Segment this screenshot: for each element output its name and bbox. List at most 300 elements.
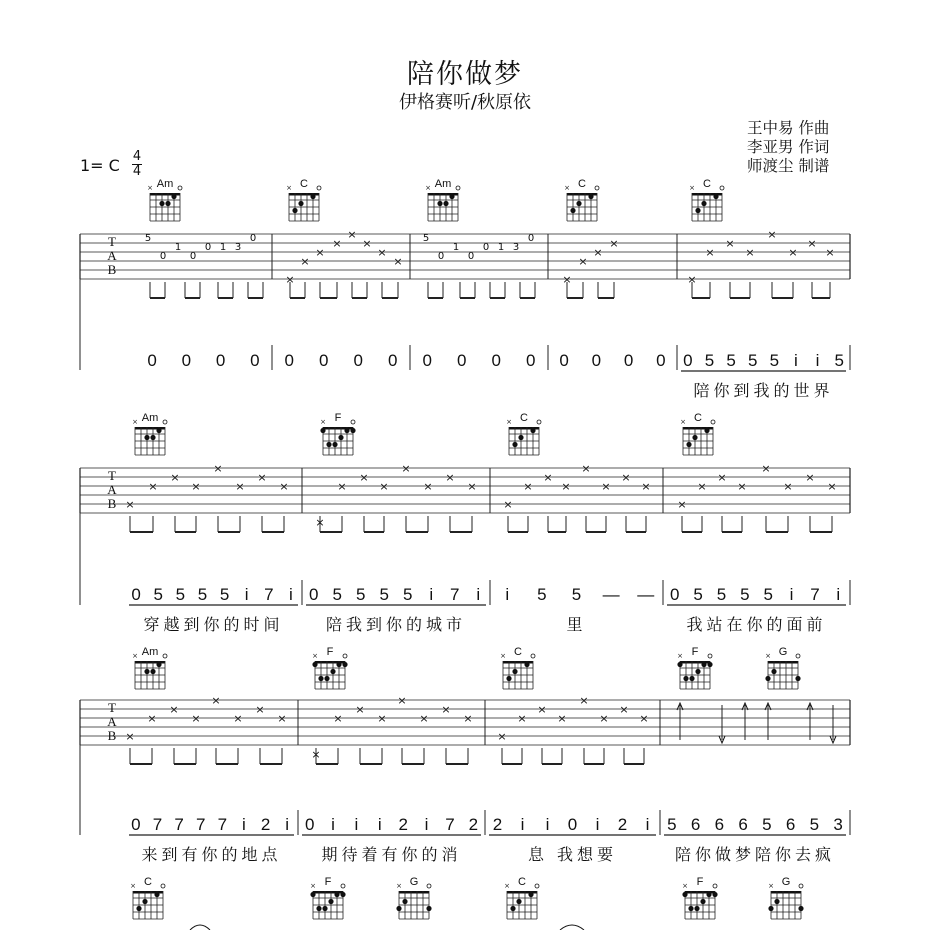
finger-dot [518, 435, 523, 440]
tab-x-mark: × [705, 246, 715, 259]
tab-x-mark: × [745, 246, 755, 259]
jianpu-note: i [505, 585, 510, 604]
chord-name: Am [141, 412, 159, 424]
jianpu-note: 7 [264, 585, 274, 604]
tab-x-mark: × [441, 703, 451, 716]
tab-x-mark: × [562, 273, 572, 286]
open-string-mark [537, 420, 541, 424]
open-string-mark: × [504, 882, 510, 890]
jianpu-note: 0 [309, 585, 319, 604]
finger-dot [506, 676, 511, 681]
open-string-mark: × [286, 184, 292, 192]
tab-x-mark: × [599, 712, 609, 725]
chord-name: C [514, 646, 522, 658]
finger-dot [334, 892, 339, 897]
tab-x-mark: × [639, 712, 649, 725]
jianpu-note: 2 [260, 815, 271, 834]
open-string-mark [456, 186, 460, 190]
jianpu-note: 7 [450, 585, 460, 604]
finger-dot [516, 899, 521, 904]
tab-x-mark: × [401, 462, 411, 475]
tab-x-mark: × [697, 480, 707, 493]
chord-name: Am [156, 178, 174, 190]
finger-dot [510, 906, 515, 911]
open-string-mark: × [689, 184, 695, 192]
jianpu-note: 5 [403, 585, 413, 604]
finger-dot [402, 899, 407, 904]
finger-dot [336, 662, 341, 667]
chord-nut [399, 891, 429, 894]
jianpu-note: i [815, 351, 820, 370]
finger-dot [330, 669, 335, 674]
finger-dot [316, 906, 321, 911]
lyric-line: 里 [566, 615, 587, 634]
finger-dot [165, 201, 170, 206]
song-title: 陪你做梦 [407, 59, 523, 90]
tab-x-mark: × [737, 480, 747, 493]
jianpu-note: 5 [197, 585, 208, 604]
tab-x-mark: × [419, 712, 429, 725]
tab-x-mark: × [578, 255, 588, 268]
jianpu-note: 0 [422, 351, 432, 370]
jianpu-note: 0 [526, 351, 536, 370]
jianpu-note: 0 [304, 815, 315, 834]
tab-x-mark: × [257, 471, 267, 484]
finger-dot [686, 442, 691, 447]
finger-dot [449, 194, 454, 199]
jianpu-note: i [424, 815, 429, 834]
finger-dot [344, 428, 349, 433]
jianpu-note: 5 [740, 585, 750, 604]
jianpu-note: 6 [738, 815, 748, 834]
chord-name: C [144, 876, 152, 888]
jianpu-note: 0 [457, 351, 467, 370]
finger-dot [512, 669, 517, 674]
open-string-mark: × [396, 882, 402, 890]
finger-dot [171, 194, 176, 199]
time-sig-top: 4 [132, 149, 142, 164]
chord-name: G [781, 876, 791, 888]
finger-dot [318, 676, 323, 681]
jianpu-note: 0 [147, 351, 157, 370]
tab-x-mark: × [788, 246, 798, 259]
jianpu-note: 6 [690, 815, 701, 834]
finger-dot [332, 442, 337, 447]
tab-clef-letter: T [108, 468, 116, 483]
finger-dot [156, 428, 161, 433]
chord-name: C [703, 178, 711, 190]
tab-fret-number: 0 [527, 233, 535, 244]
tab-x-mark: × [557, 712, 567, 725]
finger-dot [136, 906, 141, 911]
finger-dot [576, 201, 581, 206]
tab-x-mark: × [377, 246, 387, 259]
finger-dot [154, 892, 159, 897]
jianpu-note: i [789, 585, 794, 604]
jianpu-note: i [794, 351, 798, 370]
jianpu-note: i [520, 815, 525, 834]
jianpu-note: i [244, 585, 249, 604]
tab-x-mark: × [362, 237, 372, 250]
open-string-mark [341, 884, 345, 888]
finger-dot [524, 662, 529, 667]
finger-dot [512, 442, 517, 447]
tab-fret-number: 0 [482, 242, 490, 253]
tab-x-mark: × [300, 255, 310, 268]
transcriber-credit: 师渡尘 制谱 [747, 157, 830, 175]
tab-x-mark: × [213, 462, 223, 475]
tab-x-mark: × [621, 471, 631, 484]
tab-x-mark: × [523, 480, 533, 493]
tab-x-mark: × [783, 480, 793, 493]
tab-x-mark: × [397, 694, 407, 707]
tab-x-mark: × [333, 712, 343, 725]
tab-fret-number: 1 [497, 242, 505, 253]
finger-dot [701, 201, 706, 206]
tab-x-mark: × [619, 703, 629, 716]
open-string-mark [796, 654, 800, 658]
tab-x-mark: × [191, 712, 201, 725]
finger-dot [570, 208, 575, 213]
finger-dot [310, 194, 315, 199]
jianpu-note: — [637, 585, 655, 604]
tab-fret-number: 1 [452, 242, 460, 253]
open-string-mark: × [506, 418, 512, 426]
lyric-line: 我站在你的面前 [686, 615, 827, 634]
finger-dot [682, 892, 687, 897]
open-string-mark [711, 420, 715, 424]
jianpu-note: 6 [714, 815, 725, 834]
lyric-line: 陪你做梦陪你去疯 [674, 845, 836, 864]
tab-clef-letter: B [107, 728, 117, 743]
finger-dot [328, 899, 333, 904]
finger-dot [677, 662, 682, 667]
tab-x-mark: × [315, 246, 325, 259]
finger-dot [700, 899, 705, 904]
jianpu-note: 0 [623, 351, 634, 370]
tab-clef-letter: B [107, 496, 117, 511]
tab-x-mark: × [235, 480, 245, 493]
finger-dot [771, 669, 776, 674]
open-string-mark: × [765, 652, 771, 660]
finger-dot [150, 435, 155, 440]
jianpu-note: 0 [567, 815, 578, 834]
jianpu-note: 0 [131, 585, 141, 604]
tab-x-mark: × [423, 480, 433, 493]
open-string-mark [531, 654, 535, 658]
finger-dot [350, 428, 355, 433]
jianpu-note: 5 [153, 585, 163, 604]
jianpu-note: 5 [175, 585, 186, 604]
tab-x-mark: × [355, 703, 365, 716]
finger-dot [707, 662, 712, 667]
jianpu-note: 5 [219, 585, 230, 604]
jianpu-note: 5 [834, 351, 844, 370]
chord-name: Am [141, 646, 159, 658]
jianpu-note: 5 [571, 585, 582, 604]
finger-dot [326, 442, 331, 447]
tab-x-mark: × [601, 480, 611, 493]
finger-dot [774, 899, 779, 904]
tab-x-mark: × [677, 498, 687, 511]
tab-x-mark: × [827, 480, 837, 493]
jianpu-note: 7 [810, 585, 820, 604]
tab-clef-letter: A [107, 482, 117, 497]
tab-fret-number: 0 [159, 251, 167, 262]
jianpu-note: i [429, 585, 434, 604]
tab-x-mark: × [581, 462, 591, 475]
jianpu-note: i [242, 815, 246, 834]
tab-clef-letter: T [108, 234, 116, 249]
tab-fret-number: 5 [422, 233, 430, 244]
tab-x-mark: × [445, 471, 455, 484]
tab-x-mark: × [359, 471, 369, 484]
tab-x-mark: × [641, 480, 651, 493]
tab-x-mark: × [148, 480, 158, 493]
open-string-mark: × [320, 418, 326, 426]
time-sig-bottom: 4 [132, 164, 142, 179]
lyric-line: 来到有你的地点 [141, 845, 282, 864]
tab-x-mark: × [169, 703, 179, 716]
open-string-mark: × [768, 882, 774, 890]
tab-fret-number: 0 [467, 251, 475, 262]
jianpu-note: 5 [356, 585, 366, 604]
open-string-mark [427, 884, 431, 888]
tab-x-mark: × [125, 498, 135, 511]
tab-x-mark: × [761, 462, 771, 475]
tab-x-mark: × [467, 480, 477, 493]
chord-name: F [324, 876, 332, 888]
jianpu-note: 0 [491, 351, 501, 370]
finger-dot [310, 892, 315, 897]
chord-nut [768, 661, 798, 664]
open-string-mark: × [564, 184, 570, 192]
tab-x-mark: × [279, 480, 289, 493]
tab-x-mark: × [170, 471, 180, 484]
jianpu-note: 5 [726, 351, 736, 370]
open-string-mark: × [132, 652, 138, 660]
chord-name: Am [434, 178, 452, 190]
jianpu-note: i [645, 815, 650, 834]
lyric-line: 陪你到我的世界 [693, 381, 834, 400]
chord-name: C [518, 876, 526, 888]
finger-dot [706, 892, 711, 897]
finger-dot [342, 662, 347, 667]
chord-name: C [300, 178, 308, 190]
jianpu-note: 0 [181, 351, 192, 370]
jianpu-note: 0 [284, 351, 294, 370]
lyricist-credit: 李亚男 作词 [747, 138, 830, 156]
tab-x-mark: × [332, 237, 342, 250]
chord-name: F [334, 412, 342, 424]
chord-name: C [578, 178, 586, 190]
chord-name: G [409, 876, 419, 888]
jianpu-note: 0 [353, 351, 363, 370]
open-string-mark [163, 654, 167, 658]
open-string-mark: × [130, 882, 136, 890]
jianpu-note: 5 [693, 585, 703, 604]
jianpu-note: 5 [667, 815, 677, 834]
tab-x-mark: × [347, 228, 357, 241]
tab-x-mark: × [807, 237, 817, 250]
chord-name: F [691, 646, 699, 658]
open-string-mark [351, 420, 355, 424]
jianpu-note: i [377, 815, 382, 834]
finger-dot [694, 906, 699, 911]
jianpu-note: 7 [152, 815, 163, 834]
finger-dot [798, 906, 803, 911]
finger-dot [530, 428, 535, 433]
open-string-mark: × [677, 652, 683, 660]
chord-name: G [778, 646, 788, 658]
open-string-mark: × [425, 184, 431, 192]
finger-dot [150, 669, 155, 674]
jianpu-note: 0 [131, 815, 141, 834]
open-string-mark [343, 654, 347, 658]
tab-x-mark: × [517, 712, 527, 725]
finger-dot [689, 676, 694, 681]
song-artist: 伊格赛听/秋原依 [398, 92, 532, 113]
tab-x-mark: × [825, 246, 835, 259]
jianpu-note: 7 [174, 815, 184, 834]
finger-dot [324, 676, 329, 681]
tab-x-mark: × [543, 471, 553, 484]
lyric-line: 息 我想要 [527, 845, 618, 864]
jianpu-note: 0 [319, 351, 329, 370]
jianpu-note: i [354, 815, 359, 834]
jianpu-note: 5 [704, 351, 715, 370]
tie-arc [560, 925, 584, 930]
finger-dot [156, 662, 161, 667]
finger-dot [298, 201, 303, 206]
tab-x-mark: × [497, 730, 507, 743]
tab-x-mark: × [503, 498, 513, 511]
chord-name: F [696, 876, 704, 888]
chord-nut [771, 891, 801, 894]
tab-x-mark: × [311, 748, 321, 761]
open-string-mark [163, 420, 167, 424]
tab-fret-number: 0 [204, 242, 212, 253]
finger-dot [768, 906, 773, 911]
chord-name: C [520, 412, 528, 424]
open-string-mark [713, 884, 717, 888]
finger-dot [688, 906, 693, 911]
jianpu-note: 7 [195, 815, 206, 834]
finger-dot [765, 676, 770, 681]
jianpu-note: 7 [217, 815, 228, 834]
tab-x-mark: × [211, 694, 221, 707]
jianpu-note: 5 [537, 585, 547, 604]
finger-dot [144, 435, 149, 440]
tab-clef-letter: A [107, 714, 117, 729]
finger-dot [712, 892, 717, 897]
finger-dot [528, 892, 533, 897]
finger-dot [292, 208, 297, 213]
finger-dot [701, 662, 706, 667]
tab-x-mark: × [337, 480, 347, 493]
open-string-mark: × [500, 652, 506, 660]
tab-clef-letter: T [108, 700, 116, 715]
finger-dot [588, 194, 593, 199]
tab-x-mark: × [609, 237, 619, 250]
finger-dot [338, 435, 343, 440]
jianpu-note: 5 [809, 815, 820, 834]
jianpu-note: 2 [617, 815, 628, 834]
jianpu-note: i [836, 585, 841, 604]
finger-dot [426, 906, 431, 911]
jianpu-note: 0 [683, 351, 693, 370]
tab-fret-number: 0 [437, 251, 445, 262]
lyric-line: 期待着有你的消 [321, 845, 462, 864]
finger-dot [322, 906, 327, 911]
open-string-mark: × [680, 418, 686, 426]
tab-fret-number: 1 [174, 242, 182, 253]
jianpu-note: 5 [763, 585, 773, 604]
jianpu-note: 5 [762, 815, 772, 834]
jianpu-note: 6 [785, 815, 796, 834]
tab-fret-number: 3 [512, 242, 520, 253]
tab-fret-number: 1 [219, 242, 227, 253]
open-string-mark [161, 884, 165, 888]
jianpu-note: i [545, 815, 550, 834]
finger-dot [144, 669, 149, 674]
jianpu-note: 0 [591, 351, 602, 370]
jianpu-note: 0 [669, 585, 680, 604]
open-string-mark [799, 884, 803, 888]
tab-x-mark: × [725, 237, 735, 250]
finger-dot [340, 892, 345, 897]
lyric-line: 陪我到你的城市 [325, 615, 467, 634]
finger-dot [312, 662, 317, 667]
finger-dot [713, 194, 718, 199]
tab-x-mark: × [233, 712, 243, 725]
tab-x-mark: × [379, 480, 389, 493]
tab-x-mark: × [393, 255, 403, 268]
tie-arc [190, 925, 210, 930]
jianpu-note: 7 [445, 815, 455, 834]
jianpu-note: i [331, 815, 335, 834]
tab-x-mark: × [315, 516, 325, 529]
jianpu-note: 5 [769, 351, 780, 370]
jianpu-note: i [289, 585, 293, 604]
open-string-mark: × [147, 184, 153, 192]
jianpu-note: 5 [379, 585, 389, 604]
jianpu-note: 2 [398, 815, 408, 834]
composer-credit: 王中易 作曲 [747, 119, 830, 137]
tab-x-mark: × [687, 273, 697, 286]
jianpu-note: 2 [492, 815, 503, 834]
jianpu-note: i [476, 585, 481, 604]
finger-dot [443, 201, 448, 206]
jianpu-note: 0 [656, 351, 666, 370]
finger-dot [692, 435, 697, 440]
finger-dot [795, 676, 800, 681]
jianpu-note: 0 [250, 351, 260, 370]
open-string-mark: × [310, 882, 316, 890]
tab-x-mark: × [767, 228, 777, 241]
open-string-mark [178, 186, 182, 190]
finger-dot [695, 669, 700, 674]
tab-clef-letter: B [107, 262, 117, 277]
finger-dot [695, 208, 700, 213]
tab-x-mark: × [717, 471, 727, 484]
finger-dot [142, 899, 147, 904]
tab-x-mark: × [125, 730, 135, 743]
jianpu-note: i [285, 815, 290, 834]
tab-x-mark: × [463, 712, 473, 725]
jianpu-note: 3 [833, 815, 843, 834]
tab-x-mark: × [537, 703, 547, 716]
